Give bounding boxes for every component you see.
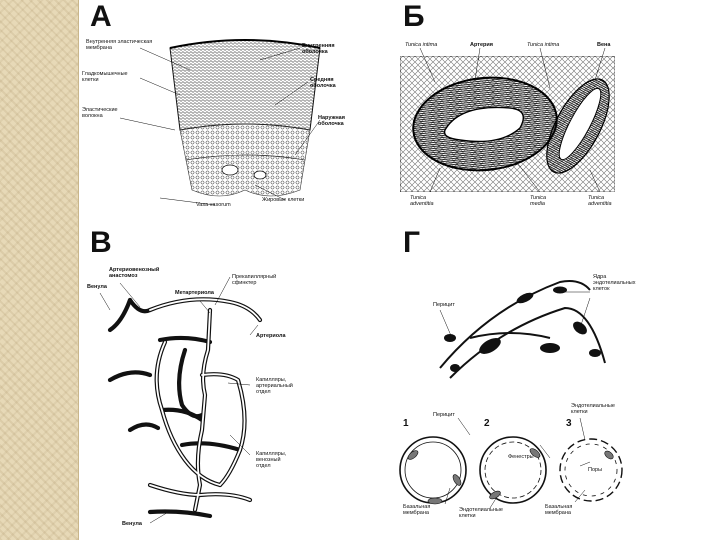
- label-b-tunica-adventitia-right: Tunica adventitia: [588, 195, 612, 207]
- decorative-sidebar: [0, 0, 79, 540]
- label-endothelial-nuclei: Ядра эндотелиальных клеток: [593, 274, 636, 292]
- label-arteriole: Артериола: [256, 333, 286, 339]
- label-internal-elastic-membrane: Внутренняя эластическая мембрана: [86, 39, 153, 51]
- label-arterial-capillaries: Капилляры, артериальный отдел: [256, 377, 293, 395]
- label-vasa-vasorum: Vasa vasorum: [196, 202, 231, 208]
- label-b-vein: Вена: [597, 42, 611, 48]
- label-b-tunica-adventitia-left: Tunica adventitia: [410, 195, 434, 207]
- label-av-anastomosis: Артериовенозный анастомоз: [109, 267, 160, 279]
- label-b-tunica-media: Tunica media: [530, 195, 547, 207]
- label-tunica-media: Средняя оболочка: [310, 77, 336, 89]
- label-tunica-adventitia: Наружная оболочка: [318, 115, 345, 127]
- label-b-tunica-intima-left: Tunica intima: [405, 42, 438, 48]
- label-pericyte-bottom: Перицит: [433, 412, 455, 418]
- label-fenestra: Фенестры: [508, 454, 534, 460]
- label-fat-cells: Жировые клетки: [262, 197, 305, 203]
- label-b-tunica-intima-right: Tunica intima: [527, 42, 560, 48]
- label-tunica-intima: Внутренняя оболочка: [302, 43, 335, 55]
- label-basal-membrane-3: Базальная мембрана: [545, 504, 573, 516]
- panel-letter-b: Б: [403, 0, 425, 33]
- label-endothelial-cells: Эндотелиальные клетки: [571, 403, 615, 415]
- label-metarteriole: Метартериола: [175, 290, 214, 296]
- panel-letter-a: А: [90, 0, 112, 33]
- label-basal-membrane-1: Базальная мембрана: [403, 504, 431, 516]
- label-endothelial-cells-2: Эндотелиальные клетки: [459, 507, 503, 519]
- panel-letter-g: Г: [403, 226, 421, 259]
- label-b-artery: Артерия: [470, 42, 493, 48]
- panel-b-leader-lines: [400, 40, 620, 215]
- label-pores: Поры: [588, 467, 603, 473]
- label-capillary-type-1: 1: [403, 418, 409, 429]
- panel-v-leader-lines: [90, 265, 330, 535]
- label-precapillary-sphincter: Прекапиллярный сфинктер: [232, 274, 277, 286]
- label-capillary-type-3: 3: [566, 418, 572, 429]
- panel-letter-v: В: [90, 226, 112, 259]
- label-smooth-muscle-cells: Гладкомышечные клетки: [82, 71, 128, 83]
- label-elastic-fibers: Эластические волокна: [82, 107, 118, 119]
- label-capillary-type-2: 2: [484, 418, 490, 429]
- label-venule-top: Венула: [87, 284, 107, 290]
- label-venule-bottom: Венула: [122, 521, 142, 527]
- label-pericyte-top: Перицит: [433, 302, 455, 308]
- label-venous-capillaries: Капилляры, венозный отдел: [256, 451, 287, 469]
